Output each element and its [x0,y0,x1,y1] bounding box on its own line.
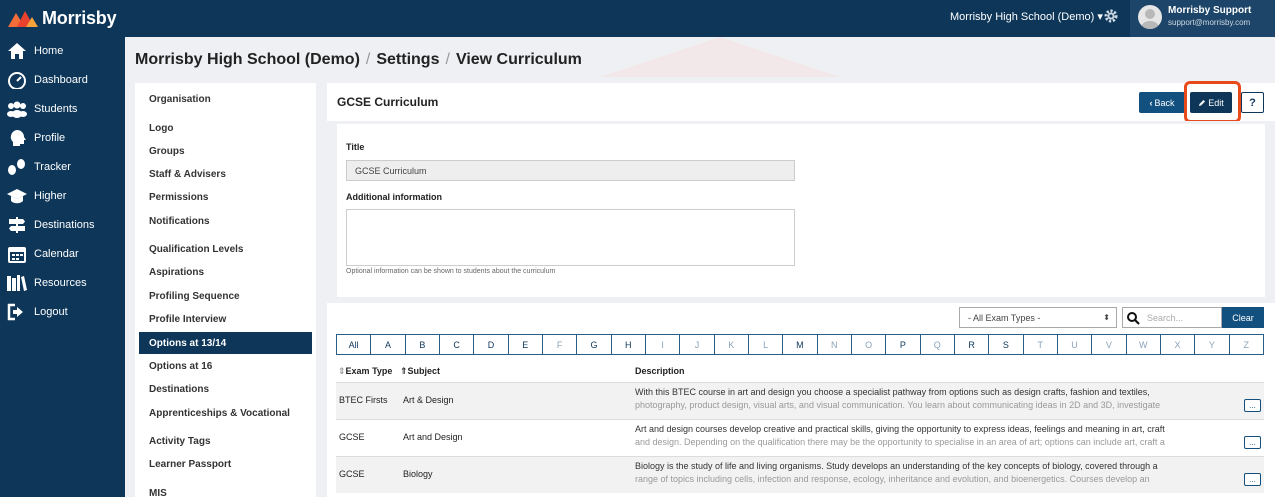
gear-icon[interactable] [1103,8,1119,24]
students-icon [6,99,28,119]
back-button[interactable] [1139,92,1185,113]
sidebar-item-dashboard[interactable] [0,66,125,94]
user-name: Morrisby Support [1168,5,1252,16]
sort-icon: ⇕ [338,366,346,376]
background-decoration [600,37,840,77]
clear-button[interactable]: Clear [1222,307,1264,328]
settings-item-profile-interview[interactable]: Profile Interview [149,313,227,325]
breadcrumb-separator: / [365,51,371,68]
school-switcher[interactable]: Morrisby High School (Demo) ▾ [950,11,1103,23]
settings-item-profiling-sequence[interactable]: Profiling Sequence [149,290,240,302]
edit-highlight-annotation [1184,81,1241,123]
settings-menu [135,83,316,497]
table-header [336,364,1264,380]
description-line: Biology is the study of life and living organisms. Study develops an understanding of the key concepts of biology, covered through a [635,461,1158,471]
letter-filter-x[interactable]: X [1161,335,1195,354]
description-line: With this BTEC course in art and design you choose a specialist pathway from options such as design crafts, fashion and textiles, [635,387,1150,397]
settings-item-options-16[interactable]: Options at 16 [149,360,213,372]
letter-filter-t[interactable]: T [1024,335,1058,354]
letter-filter-b[interactable]: B [406,335,440,354]
description-line: range of topics including cells, infection and response, ecology, inheritance and evolution, and bioenergetics. Courses develop an [635,474,1150,484]
sidebar-item-label: Destinations [34,219,95,231]
logout-icon [6,302,28,322]
settings-item-learner-passport[interactable]: Learner Passport [149,458,232,470]
help-button[interactable]: ? [1241,92,1264,113]
settings-item-aspirations[interactable]: Aspirations [149,266,205,278]
column-subject[interactable] [400,366,440,377]
settings-item-apprenticeships[interactable]: Apprenticeships & Vocational [149,407,290,419]
column-description: Description [635,366,685,376]
top-bar [0,0,1275,37]
table-row[interactable] [336,419,1264,456]
letter-filter-v[interactable]: V [1092,335,1126,354]
sidebar-item-calendar[interactable] [0,240,125,268]
settings-item-activity-tags[interactable]: Activity Tags [149,435,211,447]
table-row[interactable] [336,456,1264,493]
sidebar-item-resources[interactable] [0,269,125,297]
sidebar-item-label: Dashboard [34,74,88,86]
calendar-icon [6,244,28,264]
sidebar-item-label: Students [34,103,78,115]
cell-description [635,423,1235,449]
sidebar-item-higher[interactable] [0,182,125,210]
letter-filter-f[interactable]: F [543,335,577,354]
letter-filter-i[interactable]: I [646,335,680,354]
expand-description-button[interactable]: ... [1244,399,1261,412]
panel-title: GCSE Curriculum [337,95,439,109]
letter-filter-k[interactable]: K [715,335,749,354]
sidebar-item-label: Home [34,45,64,57]
avatar [1138,5,1162,29]
search-input[interactable] [1122,307,1222,328]
curriculum-panel [327,83,1275,497]
description-line: Art and design courses develop creative and practical skills, giving the opportunity to express ideas, feelings and meaning in art, craft [635,424,1165,434]
sidebar-item-tracker[interactable] [0,153,125,181]
cell-exam-type: GCSE [339,432,365,442]
letter-filter-w[interactable]: W [1127,335,1161,354]
letter-filter-r[interactable]: R [955,335,989,354]
description-line: photography, product design, visual arts, and visual communication. You learn about communicating ideas in 2D and 3D, investigate [635,400,1161,410]
search-placeholder: Search... [1147,313,1184,323]
letter-filter-m[interactable]: M [783,335,817,354]
sidebar-item-label: Calendar [34,248,79,260]
settings-item-notifications[interactable]: Notifications [149,215,210,227]
subjects-section [327,303,1275,497]
letter-filter-n[interactable]: N [818,335,852,354]
column-exam-type[interactable] [338,366,392,377]
books-icon [6,273,28,293]
select-caret-icon: ⬍ [1103,313,1110,322]
settings-item-staff-advisers[interactable]: Staff & Advisers [149,168,226,180]
settings-item-logo[interactable]: Logo [149,122,174,134]
letter-filter-y[interactable]: Y [1195,335,1229,354]
breadcrumb-settings[interactable]: Settings [376,51,440,68]
letter-filter-g[interactable]: G [577,335,611,354]
settings-item-permissions[interactable]: Permissions [149,191,209,203]
letter-filter-u[interactable]: U [1058,335,1092,354]
cell-description [635,386,1235,412]
letter-filter-all[interactable]: All [337,335,371,354]
curriculum-form [337,124,1265,297]
sidebar-item-destinations[interactable] [0,211,125,239]
sidebar [0,37,125,497]
sidebar-item-home[interactable] [0,37,125,65]
sidebar-item-label: Resources [34,277,87,289]
graduation-cap-icon [6,186,28,206]
sidebar-item-logout[interactable] [0,298,125,326]
letter-filter-a[interactable]: A [371,335,405,354]
morrisby-logo-icon [8,9,38,27]
dashboard-icon [6,70,28,90]
page-title: View Curriculum [455,51,582,68]
profile-icon [6,128,28,148]
search-icon [1127,312,1140,325]
exam-type-select[interactable] [959,307,1117,328]
home-icon [6,41,28,61]
sidebar-item-label: Tracker [34,161,71,173]
additional-info-label: Additional information [346,192,442,202]
settings-item-groups[interactable]: Groups [149,145,185,157]
column-label: Subject [407,366,441,376]
chevron-left-icon: ‹ [1149,97,1153,108]
letter-filter-h[interactable]: H [612,335,646,354]
cell-exam-type: GCSE [339,469,365,479]
user-email: support@morrisby.com [1168,18,1251,27]
breadcrumb-separator: / [445,51,450,68]
sidebar-item-label: Higher [34,190,67,202]
description-line: and design. Depending on the qualification there may be the opportunity to specialise in an area of art; options can include art, craft a [635,437,1165,447]
settings-item-destinations[interactable]: Destinations [149,383,210,395]
title-field[interactable]: GCSE Curriculum [346,160,795,181]
letter-filter-o[interactable]: O [852,335,886,354]
cell-subject: Art & Design [403,395,454,405]
signpost-icon [6,215,28,235]
letter-filter [336,334,1264,355]
sort-ascending-icon: ⇑ [400,366,408,376]
expand-description-button[interactable]: ... [1244,436,1261,449]
user-menu[interactable] [1130,0,1275,37]
breadcrumb [135,51,582,69]
sidebar-item-students[interactable] [0,95,125,123]
edit-button-label: Edit [1208,97,1224,108]
cell-subject: Biology [403,469,433,479]
user-silhouette-icon [1138,5,1162,29]
exam-type-value: - All Exam Types - [968,312,1041,323]
letter-filter-j[interactable]: J [680,335,714,354]
settings-item-options-13-14[interactable]: Options at 13/14 [139,332,312,354]
title-label: Title [346,142,365,152]
column-label: Exam Type [345,366,393,376]
sidebar-item-label: Profile [34,132,66,144]
brand-name: Morrisby [42,7,117,28]
expand-description-button[interactable]: ... [1244,473,1261,486]
letter-filter-p[interactable]: P [886,335,920,354]
letter-filter-c[interactable]: C [440,335,474,354]
letter-filter-e[interactable]: E [509,335,543,354]
sidebar-item-profile[interactable] [0,124,125,152]
letter-filter-l[interactable]: L [749,335,783,354]
table-row[interactable] [336,382,1264,419]
breadcrumb-school[interactable]: Morrisby High School (Demo) [135,51,360,68]
letter-filter-s[interactable]: S [989,335,1023,354]
settings-item-mis[interactable]: MIS [149,487,167,497]
tracker-icon [6,157,28,177]
letter-filter-d[interactable]: D [474,335,508,354]
settings-item-qualification-levels[interactable]: Qualification Levels [149,243,244,255]
back-button-label: Back [1154,97,1175,108]
additional-info-hint: Optional information can be shown to students about the curriculum [346,268,556,275]
cell-description [635,460,1235,486]
settings-item-organisation[interactable]: Organisation [149,93,211,105]
brand-logo[interactable] [8,5,116,31]
sidebar-item-label: Logout [34,306,68,318]
cell-subject: Art and Design [403,432,463,442]
letter-filter-z[interactable]: Z [1243,339,1249,350]
cell-exam-type: BTEC Firsts [339,395,388,405]
additional-info-field[interactable] [346,209,795,266]
letter-filter-q[interactable]: Q [921,335,955,354]
